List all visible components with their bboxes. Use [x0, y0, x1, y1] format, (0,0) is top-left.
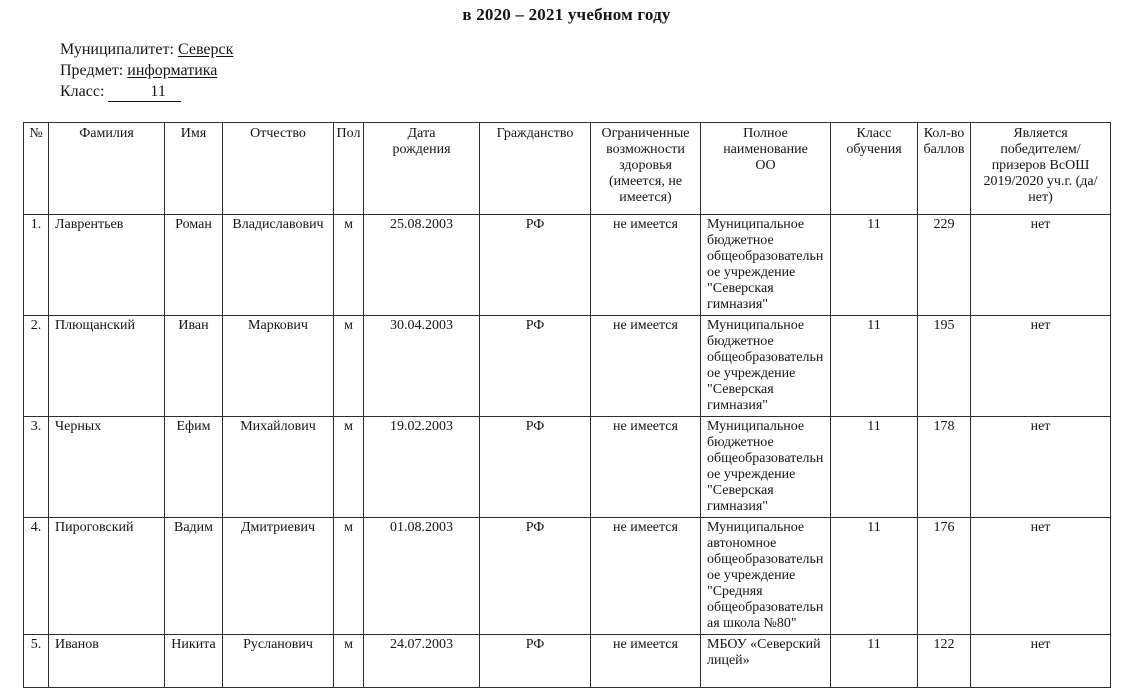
- table-header-row: [24, 123, 1111, 215]
- municipality-value: Северск: [177, 41, 234, 58]
- cell-birthdate: 30.04.2003: [364, 316, 480, 417]
- cell-patronymic: Владиславович: [223, 215, 334, 316]
- cell-winner-status: нет: [971, 215, 1111, 316]
- cell-firstname: Иван: [165, 316, 223, 417]
- cell-grade: 11: [831, 417, 918, 518]
- document-meta: [60, 39, 233, 102]
- cell-gender: м: [334, 316, 364, 417]
- cell-number: 3.: [24, 417, 49, 518]
- cell-grade: 11: [831, 635, 918, 688]
- col-header-gender: Пол: [334, 123, 364, 215]
- cell-grade: 11: [831, 316, 918, 417]
- class-value: 11: [108, 83, 180, 102]
- table-row: [24, 316, 1111, 417]
- cell-disability: не имеется: [591, 215, 701, 316]
- municipality-label: Муниципалитет:: [60, 41, 174, 58]
- col-header-firstname: Имя: [165, 123, 223, 215]
- table-row: [24, 635, 1111, 688]
- col-header-number: №: [24, 123, 49, 215]
- col-header-school: Полное наименование ОО: [701, 123, 831, 215]
- participants-table: [23, 122, 1111, 688]
- col-header-winner-status: Является победителем/призеров ВсОШ 2019/2020 уч.г. (да/нет): [971, 123, 1111, 215]
- cell-birthdate: 25.08.2003: [364, 215, 480, 316]
- col-header-disability: Ограниченные возможности здоровья (имеется, не имеется): [591, 123, 701, 215]
- cell-winner-status: нет: [971, 518, 1111, 635]
- table-row: [24, 518, 1111, 635]
- subject-label: Предмет:: [60, 62, 124, 79]
- cell-school-name: Муниципальное бюджетное общеобразовательное учреждение "Северская гимназия": [701, 316, 831, 417]
- col-header-patronymic: Отчество: [223, 123, 334, 215]
- subject-line: [60, 60, 233, 81]
- cell-score: 176: [918, 518, 971, 635]
- cell-firstname: Никита: [165, 635, 223, 688]
- cell-grade: 11: [831, 518, 918, 635]
- cell-winner-status: нет: [971, 316, 1111, 417]
- cell-patronymic: Русланович: [223, 635, 334, 688]
- cell-disability: не имеется: [591, 635, 701, 688]
- cell-winner-status: нет: [971, 417, 1111, 518]
- cell-surname: Иванов: [49, 635, 165, 688]
- cell-score: 178: [918, 417, 971, 518]
- col-header-citizenship: Гражданство: [480, 123, 591, 215]
- cell-surname: Лаврентьев: [49, 215, 165, 316]
- cell-score: 122: [918, 635, 971, 688]
- cell-surname: Пироговский: [49, 518, 165, 635]
- cell-citizenship: РФ: [480, 635, 591, 688]
- cell-school-name: МБОУ «Северский лицей»: [701, 635, 831, 688]
- class-line: [60, 81, 233, 102]
- cell-citizenship: РФ: [480, 417, 591, 518]
- col-header-score: Кол-во баллов: [918, 123, 971, 215]
- cell-school-name: Муниципальное автономное общеобразовательное учреждение "Средняя общеобразовательная школа №80": [701, 518, 831, 635]
- cell-number: 2.: [24, 316, 49, 417]
- cell-score: 195: [918, 316, 971, 417]
- cell-number: 4.: [24, 518, 49, 635]
- cell-gender: м: [334, 635, 364, 688]
- cell-gender: м: [334, 417, 364, 518]
- subject-value: информатика: [127, 62, 218, 79]
- municipality-line: [60, 39, 233, 60]
- cell-grade: 11: [831, 215, 918, 316]
- class-label: Класс:: [60, 83, 105, 100]
- cell-disability: не имеется: [591, 316, 701, 417]
- cell-firstname: Вадим: [165, 518, 223, 635]
- cell-number: 1.: [24, 215, 49, 316]
- table-row: [24, 215, 1111, 316]
- col-header-grade: Класс обучения: [831, 123, 918, 215]
- cell-birthdate: 01.08.2003: [364, 518, 480, 635]
- cell-gender: м: [334, 518, 364, 635]
- cell-patronymic: Дмитриевич: [223, 518, 334, 635]
- cell-firstname: Ефим: [165, 417, 223, 518]
- cell-disability: не имеется: [591, 518, 701, 635]
- cell-citizenship: РФ: [480, 518, 591, 635]
- cell-firstname: Роман: [165, 215, 223, 316]
- cell-school-name: Муниципальное бюджетное общеобразовательное учреждение "Северская гимназия": [701, 417, 831, 518]
- cell-citizenship: РФ: [480, 316, 591, 417]
- cell-patronymic: Маркович: [223, 316, 334, 417]
- cell-winner-status: нет: [971, 635, 1111, 688]
- cell-gender: м: [334, 215, 364, 316]
- cell-patronymic: Михайлович: [223, 417, 334, 518]
- page-title: в 2020 – 2021 учебном году: [462, 5, 671, 24]
- table-row: [24, 417, 1111, 518]
- cell-birthdate: 24.07.2003: [364, 635, 480, 688]
- cell-surname: Плющанский: [49, 316, 165, 417]
- cell-citizenship: РФ: [480, 215, 591, 316]
- cell-surname: Черных: [49, 417, 165, 518]
- cell-number: 5.: [24, 635, 49, 688]
- col-header-birthdate: Дата рождения: [364, 123, 480, 215]
- cell-score: 229: [918, 215, 971, 316]
- cell-birthdate: 19.02.2003: [364, 417, 480, 518]
- cell-disability: не имеется: [591, 417, 701, 518]
- col-header-surname: Фамилия: [49, 123, 165, 215]
- cell-school-name: Муниципальное бюджетное общеобразовательное учреждение "Северская гимназия": [701, 215, 831, 316]
